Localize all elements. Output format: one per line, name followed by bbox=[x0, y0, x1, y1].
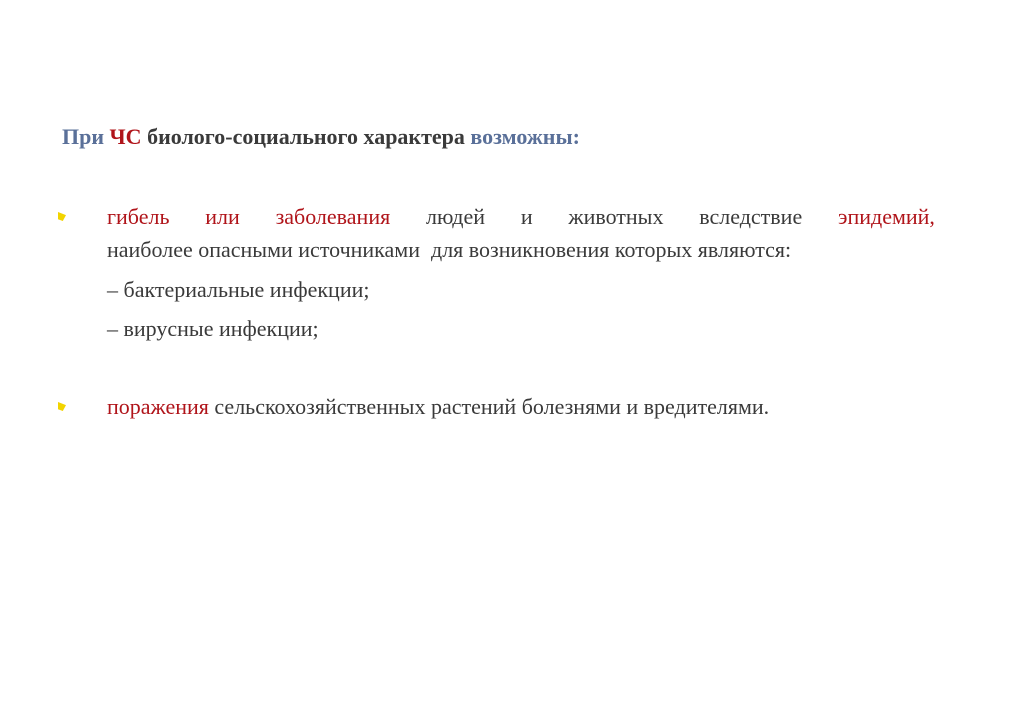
bullet-line-2: наиболее опасными источниками для возникновения которых являются: bbox=[107, 237, 792, 262]
heading-chs: ЧС bbox=[109, 124, 142, 149]
word-porazheniya: поражения bbox=[107, 394, 209, 419]
sub-item-bacterial: – бактериальные инфекции; bbox=[107, 277, 370, 302]
heading-pri: При bbox=[62, 124, 105, 149]
bullet-marker-icon bbox=[58, 402, 66, 411]
bullet-line-1 bbox=[107, 204, 935, 230]
bullet-line-crops bbox=[107, 394, 769, 420]
sub-item-viral: – вирусные инфекции; bbox=[107, 316, 319, 341]
word-zabolevaniya: заболевания bbox=[275, 204, 391, 229]
word-zhivotnykh: животных bbox=[568, 204, 664, 229]
word-ili: или bbox=[205, 204, 240, 229]
crops-text: сельскохозяйственных растений болезнями и вредителями. bbox=[208, 394, 770, 419]
heading-possible: возможны: bbox=[470, 124, 580, 149]
word-epidemiy: эпидемий, bbox=[838, 204, 935, 229]
bullet-marker-icon bbox=[58, 212, 66, 221]
word-lyudey: людей bbox=[426, 204, 486, 229]
word-i: и bbox=[520, 204, 533, 229]
slide-heading bbox=[62, 124, 580, 150]
word-gibel: гибель bbox=[107, 204, 170, 229]
word-vsledstvie: вследствие bbox=[699, 204, 803, 229]
heading-subject: биолого-социального характера bbox=[147, 124, 465, 149]
